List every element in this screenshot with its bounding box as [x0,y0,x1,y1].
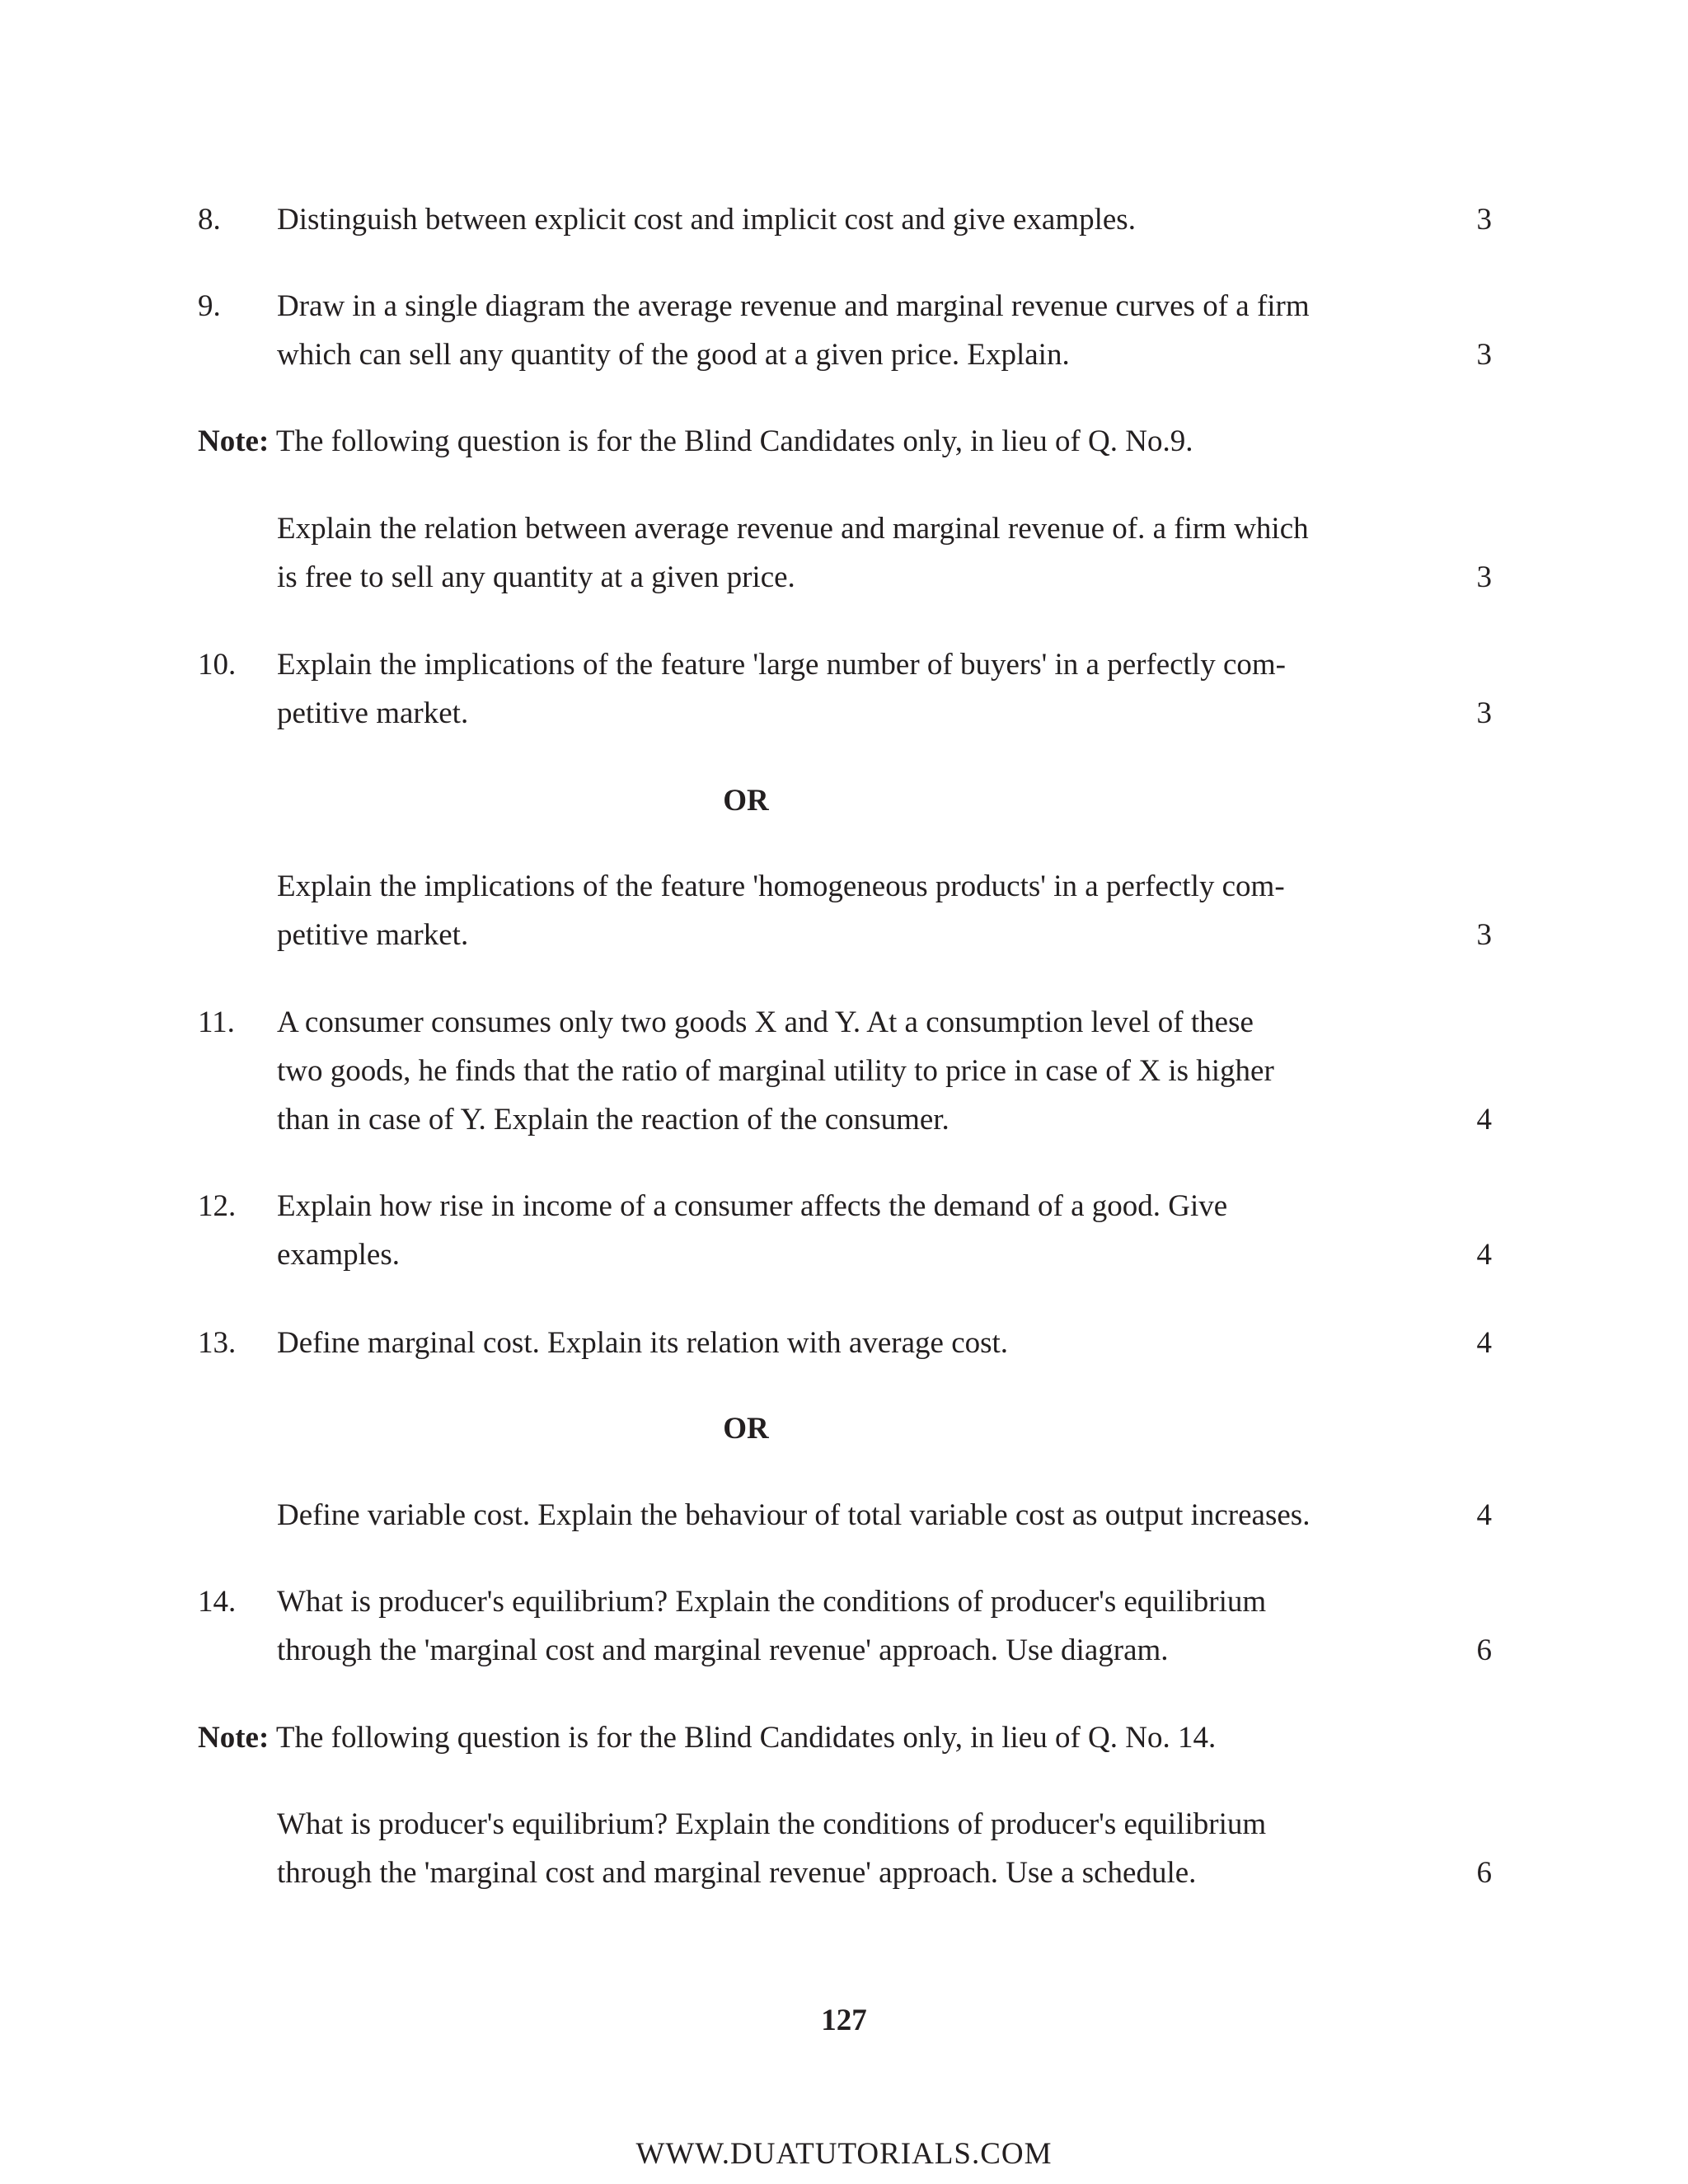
question-number: 9. [198,289,221,323]
question-text [277,1319,1414,1367]
question-line: Explain the relation between average revenue and marginal revenue of. a firm which [277,512,1309,546]
or-divider: OR [723,1412,769,1446]
question-marks: 3 [1476,560,1492,594]
question-text [277,1491,1414,1540]
or-divider: OR [723,784,769,818]
question-marks: 4 [1476,1326,1492,1360]
question-text [277,1577,1414,1675]
question-marks: 3 [1476,696,1492,730]
question-marks: 6 [1476,1856,1492,1890]
question-line: Explain how rise in income of a consumer affects the demand of a good. Give [277,1189,1228,1223]
note-label: Note: [198,424,270,458]
question-marks: 4 [1476,1103,1492,1137]
question-line: Define variable cost. Explain the behaviour of total variable cost as output increases. [277,1498,1311,1532]
question-text [277,1182,1414,1279]
question-line: What is producer's equilibrium? Explain the conditions of producer's equilibrium [277,1807,1267,1841]
question-text [277,195,1414,244]
question-marks: 6 [1476,1633,1492,1667]
question-line: two goods, he finds that the ratio of marginal utility to price in case of X is higher [277,1054,1274,1088]
question-line: which can sell any quantity of the good at a given price. Explain. [277,338,1070,372]
question-line: examples. [277,1238,400,1272]
question-text [277,998,1414,1144]
question-marks: 4 [1476,1238,1492,1272]
question-text [277,504,1414,602]
question-number: 13. [198,1326,237,1360]
question-number: 8. [198,203,221,237]
question-number: 10. [198,648,237,682]
question-line: Draw in a single diagram the average revenue and marginal revenue curves of a firm [277,289,1310,323]
question-line: Distinguish between explicit cost and implicit cost and give examples. [277,203,1136,237]
note-line [198,1713,1216,1762]
question-line: is free to sell any quantity at a given price. [277,560,795,594]
page-number: 127 [821,2004,867,2037]
question-line: than in case of Y. Explain the reaction of the consumer. [277,1103,950,1137]
question-marks: 3 [1476,918,1492,952]
question-text [277,862,1414,959]
question-number: 12. [198,1189,237,1223]
note-text: The following question is for the Blind Candidates only, in lieu of Q. No. 14. [269,1721,1217,1755]
note-label: Note: [198,1721,270,1755]
question-line: Explain the implications of the feature 'large number of buyers' in a perfectly com- [277,648,1286,682]
question-line: Explain the implications of the feature 'homogeneous products' in a perfectly com- [277,869,1285,903]
question-text [277,640,1414,738]
question-line: Define marginal cost. Explain its relation with average cost. [277,1326,1009,1360]
question-line: through the 'marginal cost and marginal revenue' approach. Use a schedule. [277,1856,1197,1890]
footer-website: WWW.DUATUTORIALS.COM [635,2137,1053,2171]
question-text [277,282,1414,379]
question-marks: 4 [1476,1498,1492,1532]
question-number: 11. [198,1005,235,1039]
question-line: What is producer's equilibrium? Explain the conditions of producer's equilibrium [277,1585,1267,1619]
question-marks: 3 [1476,338,1492,372]
question-text [277,1800,1414,1897]
question-line: through the 'marginal cost and marginal revenue' approach. Use diagram. [277,1633,1169,1667]
question-line: A consumer consumes only two goods X and Y. At a consumption level of these [277,1005,1254,1039]
question-line: petitive market. [277,918,469,952]
question-line: petitive market. [277,696,469,730]
question-number: 14. [198,1585,237,1619]
note-text: The following question is for the Blind Candidates only, in lieu of Q. No.9. [269,424,1193,458]
note-line [198,417,1193,466]
question-marks: 3 [1476,203,1492,237]
